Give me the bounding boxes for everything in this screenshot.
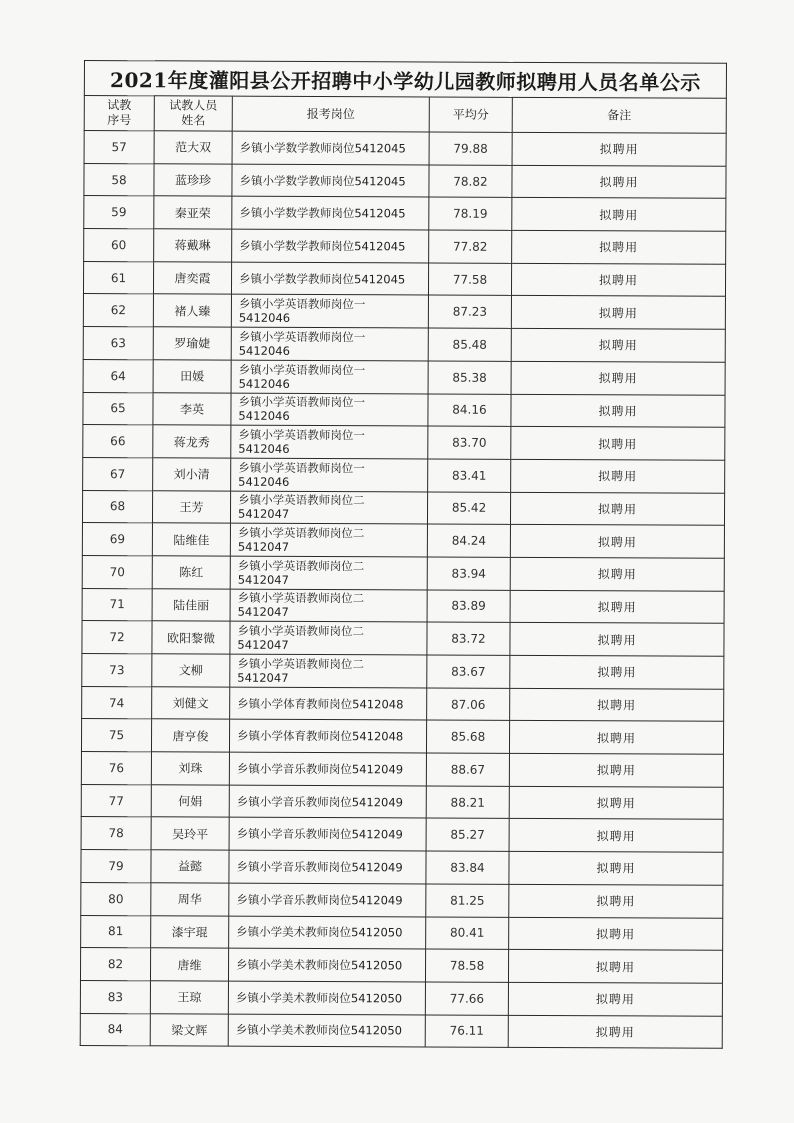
cell-score: 83.94 [427, 557, 510, 590]
cell-name: 周华 [151, 883, 229, 916]
cell-position: 乡镇小学数学教师岗位5412045 [231, 262, 428, 296]
cell-position: 乡镇小学英语教师岗位一 5412046 [231, 327, 428, 361]
table-row [82, 523, 724, 558]
table-row [81, 817, 723, 852]
cell-seq: 69 [82, 523, 152, 556]
cell-position: 乡镇小学美术教师岗位5412050 [228, 981, 425, 1015]
table-row [83, 261, 725, 296]
table-row [80, 1013, 722, 1048]
cell-position: 乡镇小学美术教师岗位5412050 [228, 948, 425, 982]
cell-name: 刘健文 [152, 686, 230, 719]
cell-score: 78.82 [429, 165, 512, 198]
cell-note: 拟聘用 [509, 721, 723, 755]
cell-name: 李英 [153, 392, 231, 425]
cell-seq: 67 [83, 457, 153, 490]
cell-position: 乡镇小学音乐教师岗位5412049 [229, 850, 426, 884]
cell-position: 乡镇小学英语教师岗位一 5412046 [231, 458, 428, 492]
cell-position: 乡镇小学英语教师岗位二 5412047 [230, 491, 427, 525]
cell-name: 罗瑜婕 [153, 327, 231, 360]
cell-position: 乡镇小学音乐教师岗位5412049 [229, 752, 426, 786]
cell-position: 乡镇小学英语教师岗位二 5412047 [230, 621, 427, 655]
cell-note: 拟聘用 [511, 361, 725, 395]
cell-name: 范大双 [154, 131, 232, 164]
header-seq-line1: 试教 [107, 98, 132, 113]
cell-name: 欧阳黎微 [152, 621, 230, 654]
table-row [82, 621, 724, 656]
cell-name: 文柳 [152, 654, 230, 687]
cell-score: 83.67 [427, 655, 510, 688]
cell-score: 78.19 [429, 197, 512, 230]
header-score: 平均分 [429, 97, 512, 132]
cell-score: 88.21 [426, 786, 509, 819]
cell-seq: 71 [82, 588, 152, 621]
cell-position: 乡镇小学英语教师岗位二 5412047 [230, 589, 427, 623]
cell-position: 乡镇小学美术教师岗位5412050 [229, 916, 426, 950]
cell-position: 乡镇小学英语教师岗位二 5412047 [230, 654, 427, 688]
cell-name: 秦亚荣 [154, 196, 232, 229]
cell-score: 81.25 [426, 884, 509, 917]
cell-seq: 59 [84, 196, 154, 229]
cell-note: 拟聘用 [508, 1015, 722, 1049]
cell-seq: 78 [81, 817, 151, 850]
table-header-row [84, 96, 726, 134]
cell-note: 拟聘用 [511, 296, 725, 330]
table-row [83, 457, 725, 492]
cell-note: 拟聘用 [509, 819, 723, 853]
cell-score: 87.23 [428, 295, 511, 328]
cell-position: 乡镇小学音乐教师岗位5412049 [229, 818, 426, 852]
cell-seq: 79 [81, 850, 151, 883]
cell-name: 蓝珍珍 [154, 163, 232, 196]
cell-position: 乡镇小学美术教师岗位5412050 [228, 1014, 425, 1048]
cell-note: 拟聘用 [510, 590, 724, 624]
cell-score: 85.38 [428, 361, 511, 394]
cell-seq: 64 [83, 359, 153, 392]
table-row [81, 784, 723, 819]
cell-note: 拟聘用 [508, 982, 722, 1016]
cell-score: 84.24 [427, 524, 510, 557]
cell-name: 刘珠 [151, 752, 229, 785]
cell-score: 79.88 [429, 132, 512, 165]
document-title: 2021年度灌阳县公开招聘中小学幼儿园教师拟聘用人员名单公示 [84, 61, 726, 99]
cell-score: 77.66 [425, 982, 508, 1015]
cell-note: 拟聘用 [511, 328, 725, 362]
cell-score: 85.42 [427, 492, 510, 525]
cell-score: 87.06 [427, 688, 510, 721]
cell-note: 拟聘用 [509, 786, 723, 820]
cell-seq: 77 [81, 784, 151, 817]
cell-score: 83.41 [428, 459, 511, 492]
cell-score: 84.16 [428, 394, 511, 427]
cell-position: 乡镇小学英语教师岗位一 5412046 [231, 295, 428, 329]
cell-position: 乡镇小学体育教师岗位5412048 [229, 720, 426, 754]
cell-score: 88.67 [426, 753, 509, 786]
cell-seq: 68 [82, 490, 152, 523]
cell-name: 何娟 [151, 785, 229, 818]
cell-score: 77.82 [429, 230, 512, 263]
cell-seq: 82 [80, 948, 150, 981]
header-seq-line2: 序号 [107, 113, 132, 128]
table-row [83, 294, 725, 329]
cell-name: 梁文辉 [150, 1013, 228, 1046]
cell-name: 唐亨俊 [151, 719, 229, 752]
cell-seq: 72 [82, 621, 152, 654]
header-position: 报考岗位 [232, 96, 429, 132]
cell-name: 陆佳丽 [152, 588, 230, 621]
cell-position: 乡镇小学英语教师岗位二 5412047 [230, 556, 427, 590]
cell-note: 拟聘用 [512, 230, 726, 264]
table-row [82, 653, 724, 688]
header-name-line2: 姓名 [181, 113, 206, 128]
table-row [82, 686, 724, 721]
cell-name: 刘小清 [153, 458, 231, 491]
cell-position: 乡镇小学英语教师岗位一 5412046 [231, 393, 428, 427]
table-row [83, 359, 725, 394]
cell-position: 乡镇小学英语教师岗位二 5412047 [230, 523, 427, 557]
cell-note: 拟聘用 [510, 688, 724, 722]
cell-name: 王芳 [152, 490, 230, 523]
cell-note: 拟聘用 [509, 851, 723, 885]
cell-note: 拟聘用 [509, 917, 723, 951]
header-note: 备注 [512, 97, 726, 133]
cell-position: 乡镇小学英语教师岗位一 5412046 [231, 360, 428, 394]
cell-seq: 80 [81, 882, 151, 915]
cell-seq: 58 [84, 163, 154, 196]
cell-position: 乡镇小学音乐教师岗位5412049 [229, 883, 426, 917]
cell-name: 唐奕霞 [153, 262, 231, 295]
hiring-roster-table [80, 60, 727, 1049]
cell-name: 吴玲平 [151, 817, 229, 850]
table-row [81, 915, 723, 950]
cell-note: 拟聘用 [511, 263, 725, 297]
cell-seq: 63 [83, 327, 153, 360]
cell-name: 漆宇琨 [151, 915, 229, 948]
cell-name: 蒋戴琳 [154, 229, 232, 262]
cell-seq: 74 [82, 686, 152, 719]
cell-score: 77.58 [428, 263, 511, 296]
cell-note: 拟聘用 [510, 623, 724, 657]
cell-position: 乡镇小学数学教师岗位5412045 [232, 197, 429, 231]
cell-seq: 65 [83, 392, 153, 425]
cell-note: 拟聘用 [511, 459, 725, 493]
cell-note: 拟聘用 [510, 557, 724, 591]
header-name-line1: 试教人员 [169, 98, 218, 113]
cell-seq: 84 [80, 1013, 150, 1046]
cell-position: 乡镇小学体育教师岗位5412048 [230, 687, 427, 721]
cell-position: 乡镇小学音乐教师岗位5412049 [229, 785, 426, 819]
header-seq [84, 96, 154, 131]
cell-score: 83.72 [427, 622, 510, 655]
cell-score: 83.84 [426, 851, 509, 884]
cell-name: 蒋龙秀 [153, 425, 231, 458]
cell-name: 益懿 [151, 850, 229, 883]
table-row [84, 131, 726, 166]
cell-note: 拟聘用 [509, 884, 723, 918]
table-row [82, 490, 724, 525]
table-body [80, 131, 726, 1049]
cell-note: 拟聘用 [512, 198, 726, 232]
table-row [81, 719, 723, 754]
cell-position: 乡镇小学数学教师岗位5412045 [232, 164, 429, 198]
table-row [81, 882, 723, 917]
cell-seq: 83 [80, 980, 150, 1013]
cell-note: 拟聘用 [511, 427, 725, 461]
cell-score: 78.58 [425, 949, 508, 982]
cell-seq: 70 [82, 555, 152, 588]
table-row [83, 327, 725, 362]
cell-note: 拟聘用 [510, 525, 724, 559]
table-row [84, 163, 726, 198]
cell-name: 陆维佳 [152, 523, 230, 556]
cell-seq: 57 [84, 131, 154, 164]
table-row [84, 196, 726, 231]
cell-seq: 76 [81, 752, 151, 785]
cell-seq: 73 [82, 653, 152, 686]
cell-seq: 61 [83, 261, 153, 294]
cell-score: 76.11 [425, 1015, 508, 1048]
cell-name: 褚人臻 [153, 294, 231, 327]
cell-note: 拟聘用 [509, 753, 723, 787]
cell-score: 85.27 [426, 818, 509, 851]
cell-note: 拟聘用 [512, 132, 726, 166]
cell-seq: 81 [81, 915, 151, 948]
cell-note: 拟聘用 [508, 950, 722, 984]
cell-seq: 60 [84, 229, 154, 262]
cell-seq: 75 [81, 719, 151, 752]
table-row [83, 425, 725, 460]
cell-name: 田媛 [153, 360, 231, 393]
cell-name: 唐维 [150, 948, 228, 981]
table-row [81, 752, 723, 787]
table-row [80, 980, 722, 1015]
cell-seq: 66 [83, 425, 153, 458]
cell-position: 乡镇小学英语教师岗位一 5412046 [231, 425, 428, 459]
cell-score: 83.89 [427, 590, 510, 623]
cell-name: 王琼 [150, 981, 228, 1014]
cell-score: 83.70 [428, 426, 511, 459]
cell-score: 80.41 [426, 916, 509, 949]
cell-note: 拟聘用 [511, 394, 725, 428]
cell-note: 拟聘用 [510, 492, 724, 526]
table-row [83, 392, 725, 427]
cell-score: 85.68 [426, 720, 509, 753]
cell-name: 陈红 [152, 556, 230, 589]
table-row [80, 948, 722, 983]
cell-note: 拟聘用 [512, 165, 726, 199]
cell-seq: 62 [83, 294, 153, 327]
cell-note: 拟聘用 [510, 655, 724, 689]
cell-position: 乡镇小学数学教师岗位5412045 [232, 131, 429, 165]
cell-position: 乡镇小学数学教师岗位5412045 [232, 229, 429, 263]
table-row [84, 229, 726, 264]
table-row [82, 555, 724, 590]
cell-score: 85.48 [428, 328, 511, 361]
header-name [154, 96, 232, 131]
table-row [82, 588, 724, 623]
table-row [81, 850, 723, 885]
